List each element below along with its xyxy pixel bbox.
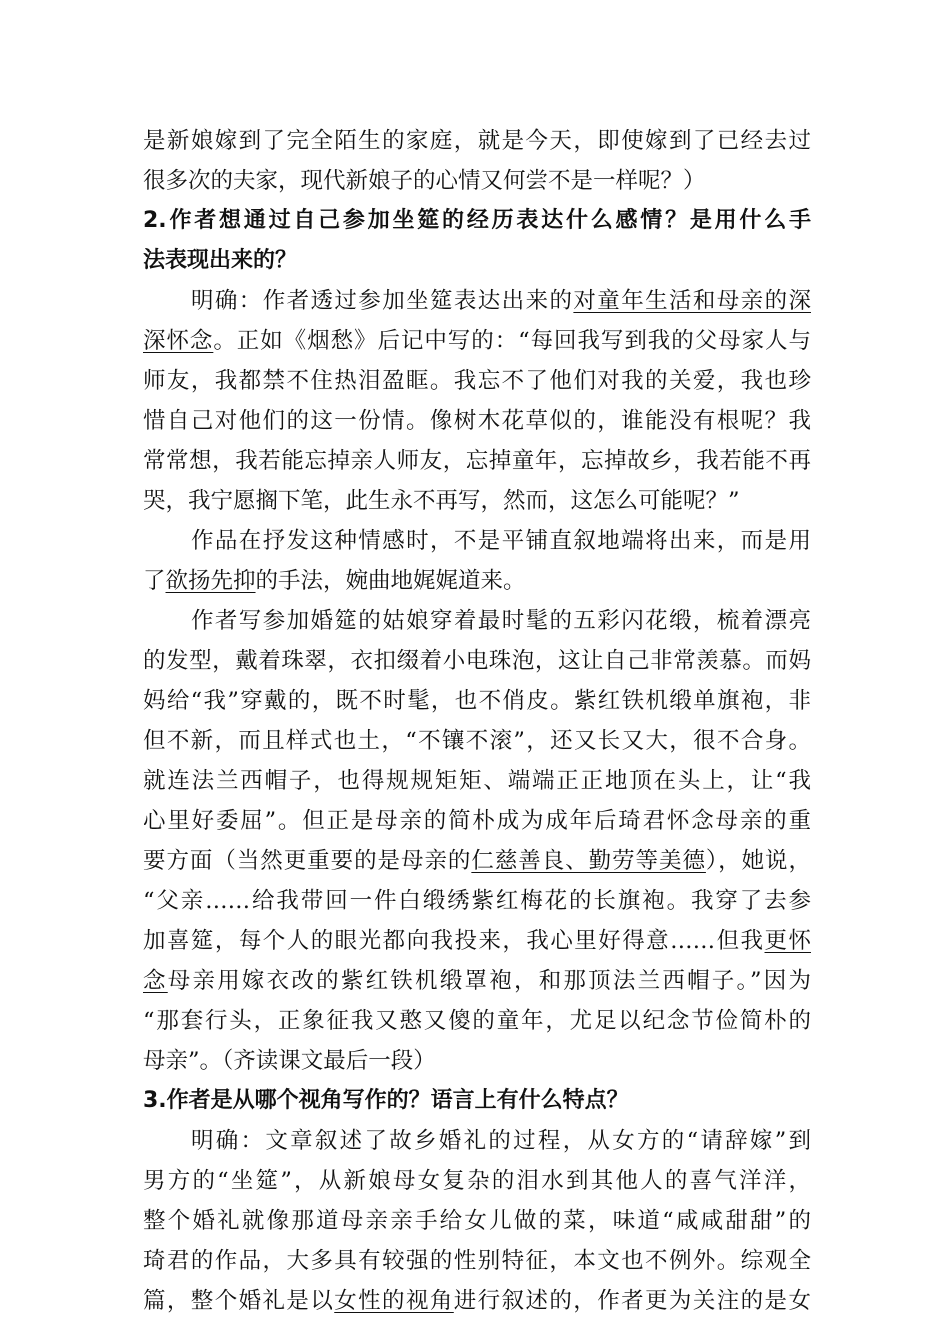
text-line	[143, 1161, 811, 1201]
text-segment: 2.作者想通过自己参加坐筵的经历表达什么感情？是用什么手	[143, 208, 811, 233]
text-segment: 师友，我都禁不住热泪盈眶。我忘不了他们对我的关爱，我也珍	[143, 368, 811, 394]
text-line	[143, 921, 811, 961]
text-segment: 男方的“坐筵”，从新娘母女复杂的泪水到其他人的喜气洋洋，	[143, 1168, 811, 1194]
text-line	[143, 561, 811, 601]
text-line	[143, 1281, 811, 1321]
underlined-phrase: 念	[143, 968, 168, 994]
text-line	[143, 721, 811, 761]
question-line	[143, 201, 811, 241]
text-segment: 作者写参加婚筵的姑娘穿着最时髦的五彩闪花缎，梳着漂亮	[191, 608, 811, 634]
text-segment: 母亲用嫁衣改的紫红铁机缎罩袍，和那顶法兰西帽子。”因为	[167, 968, 811, 994]
text-line	[143, 281, 811, 321]
text-segment: 整个婚礼就像那道母亲亲手给女儿做的菜，味道“咸咸甜甜”的	[143, 1208, 811, 1234]
text-segment: 常常想，我若能忘掉亲人师友，忘掉童年，忘掉故乡，我若能不再	[143, 448, 811, 474]
document-page	[143, 121, 811, 1321]
text-segment: 就连法兰西帽子，也得规规矩矩、端端正正地顶在头上，让“我	[143, 768, 811, 794]
text-line	[143, 681, 811, 721]
text-line	[143, 601, 811, 641]
underlined-phrase: 仁慈善良、勤劳等美德	[471, 848, 706, 874]
text-line	[143, 961, 811, 1001]
text-segment: 母亲”。（齐读课文最后一段）	[143, 1048, 436, 1074]
text-line	[143, 161, 811, 201]
underlined-phrase: 对童年生活和母亲的深	[573, 288, 811, 314]
text-line	[143, 321, 811, 361]
text-segment: 的手法，婉曲地娓娓道来。	[255, 568, 526, 594]
text-segment: 很多次的夫家，现代新娘子的心情又何尝不是一样呢？）	[143, 168, 706, 194]
underlined-phrase: 欲扬先抑	[165, 568, 256, 594]
text-segment: 哭，我宁愿搁下笔，此生永不再写，然而，这怎么可能呢？”	[143, 488, 740, 514]
text-line	[143, 1001, 811, 1041]
text-line	[143, 481, 811, 521]
question-line	[143, 1081, 811, 1121]
text-segment: 进行叙述的，作者更为关注的是女	[453, 1288, 811, 1314]
text-segment: 要方面（当然更重要的是母亲的	[143, 848, 472, 874]
text-segment: “那套行头，正象征我又憨又傻的童年，尤足以纪念节俭简朴的	[143, 1008, 811, 1034]
question-line	[143, 241, 811, 281]
text-segment: 作品在抒发这种情感时，不是平铺直叙地端将出来，而是用	[191, 528, 811, 554]
text-segment: 惜自己对他们的这一份情。像树木花草似的，谁能没有根呢？我	[143, 408, 811, 434]
text-line	[143, 881, 811, 921]
text-line	[143, 1241, 811, 1281]
text-segment: 是新娘嫁到了完全陌生的家庭，就是今天，即使嫁到了已经去过	[143, 128, 811, 154]
text-segment: 明确：作者透过参加坐筵表达出来的	[191, 288, 574, 314]
text-segment: ），她说，	[705, 848, 811, 874]
text-line	[143, 1201, 811, 1241]
text-line	[143, 841, 811, 881]
text-line	[143, 521, 811, 561]
underlined-phrase: 更怀	[764, 928, 811, 954]
text-segment: 篇，整个婚礼是以	[143, 1288, 335, 1314]
text-segment: 。正如《烟愁》后记中写的：“每回我写到我的父母家人与	[213, 328, 811, 354]
text-segment: 3.作者是从哪个视角写作的？语言上有什么特点？	[143, 1088, 629, 1113]
text-segment: “父亲……给我带回一件白缎绣紫红梅花的长旗袍。我穿了去参	[143, 888, 811, 914]
text-segment: 明确：文章叙述了故乡婚礼的过程，从女方的“请辞嫁”到	[191, 1128, 811, 1154]
text-line	[143, 761, 811, 801]
text-line	[143, 641, 811, 681]
text-segment: 妈给“我”穿戴的，既不时髦，也不俏皮。紫红铁机缎单旗袍，非	[143, 688, 811, 714]
text-segment: 的发型，戴着珠翠，衣扣缀着小电珠泡，这让自己非常羡慕。而妈	[143, 648, 811, 674]
text-line	[143, 1041, 811, 1081]
text-line	[143, 801, 811, 841]
text-segment: 但不新，而且样式也土，“不镶不滚”，还又长又大，很不合身。	[143, 728, 811, 754]
text-segment: 琦君的作品，大多具有较强的性别特征，本文也不例外。综观全	[143, 1248, 811, 1274]
text-line	[143, 401, 811, 441]
text-line	[143, 121, 811, 161]
text-segment: 心里好委屈”。但正是母亲的简朴成为成年后琦君怀念母亲的重	[143, 808, 811, 834]
text-segment: 了	[143, 568, 166, 594]
text-segment: 加喜筵，每个人的眼光都向我投来，我心里好得意……但我	[143, 928, 765, 954]
underlined-phrase: 深怀念	[143, 328, 214, 354]
text-line	[143, 1121, 811, 1161]
text-line	[143, 441, 811, 481]
underlined-phrase: 女性的视角	[334, 1288, 454, 1314]
text-line	[143, 361, 811, 401]
text-segment: 法表现出来的？	[143, 248, 298, 273]
